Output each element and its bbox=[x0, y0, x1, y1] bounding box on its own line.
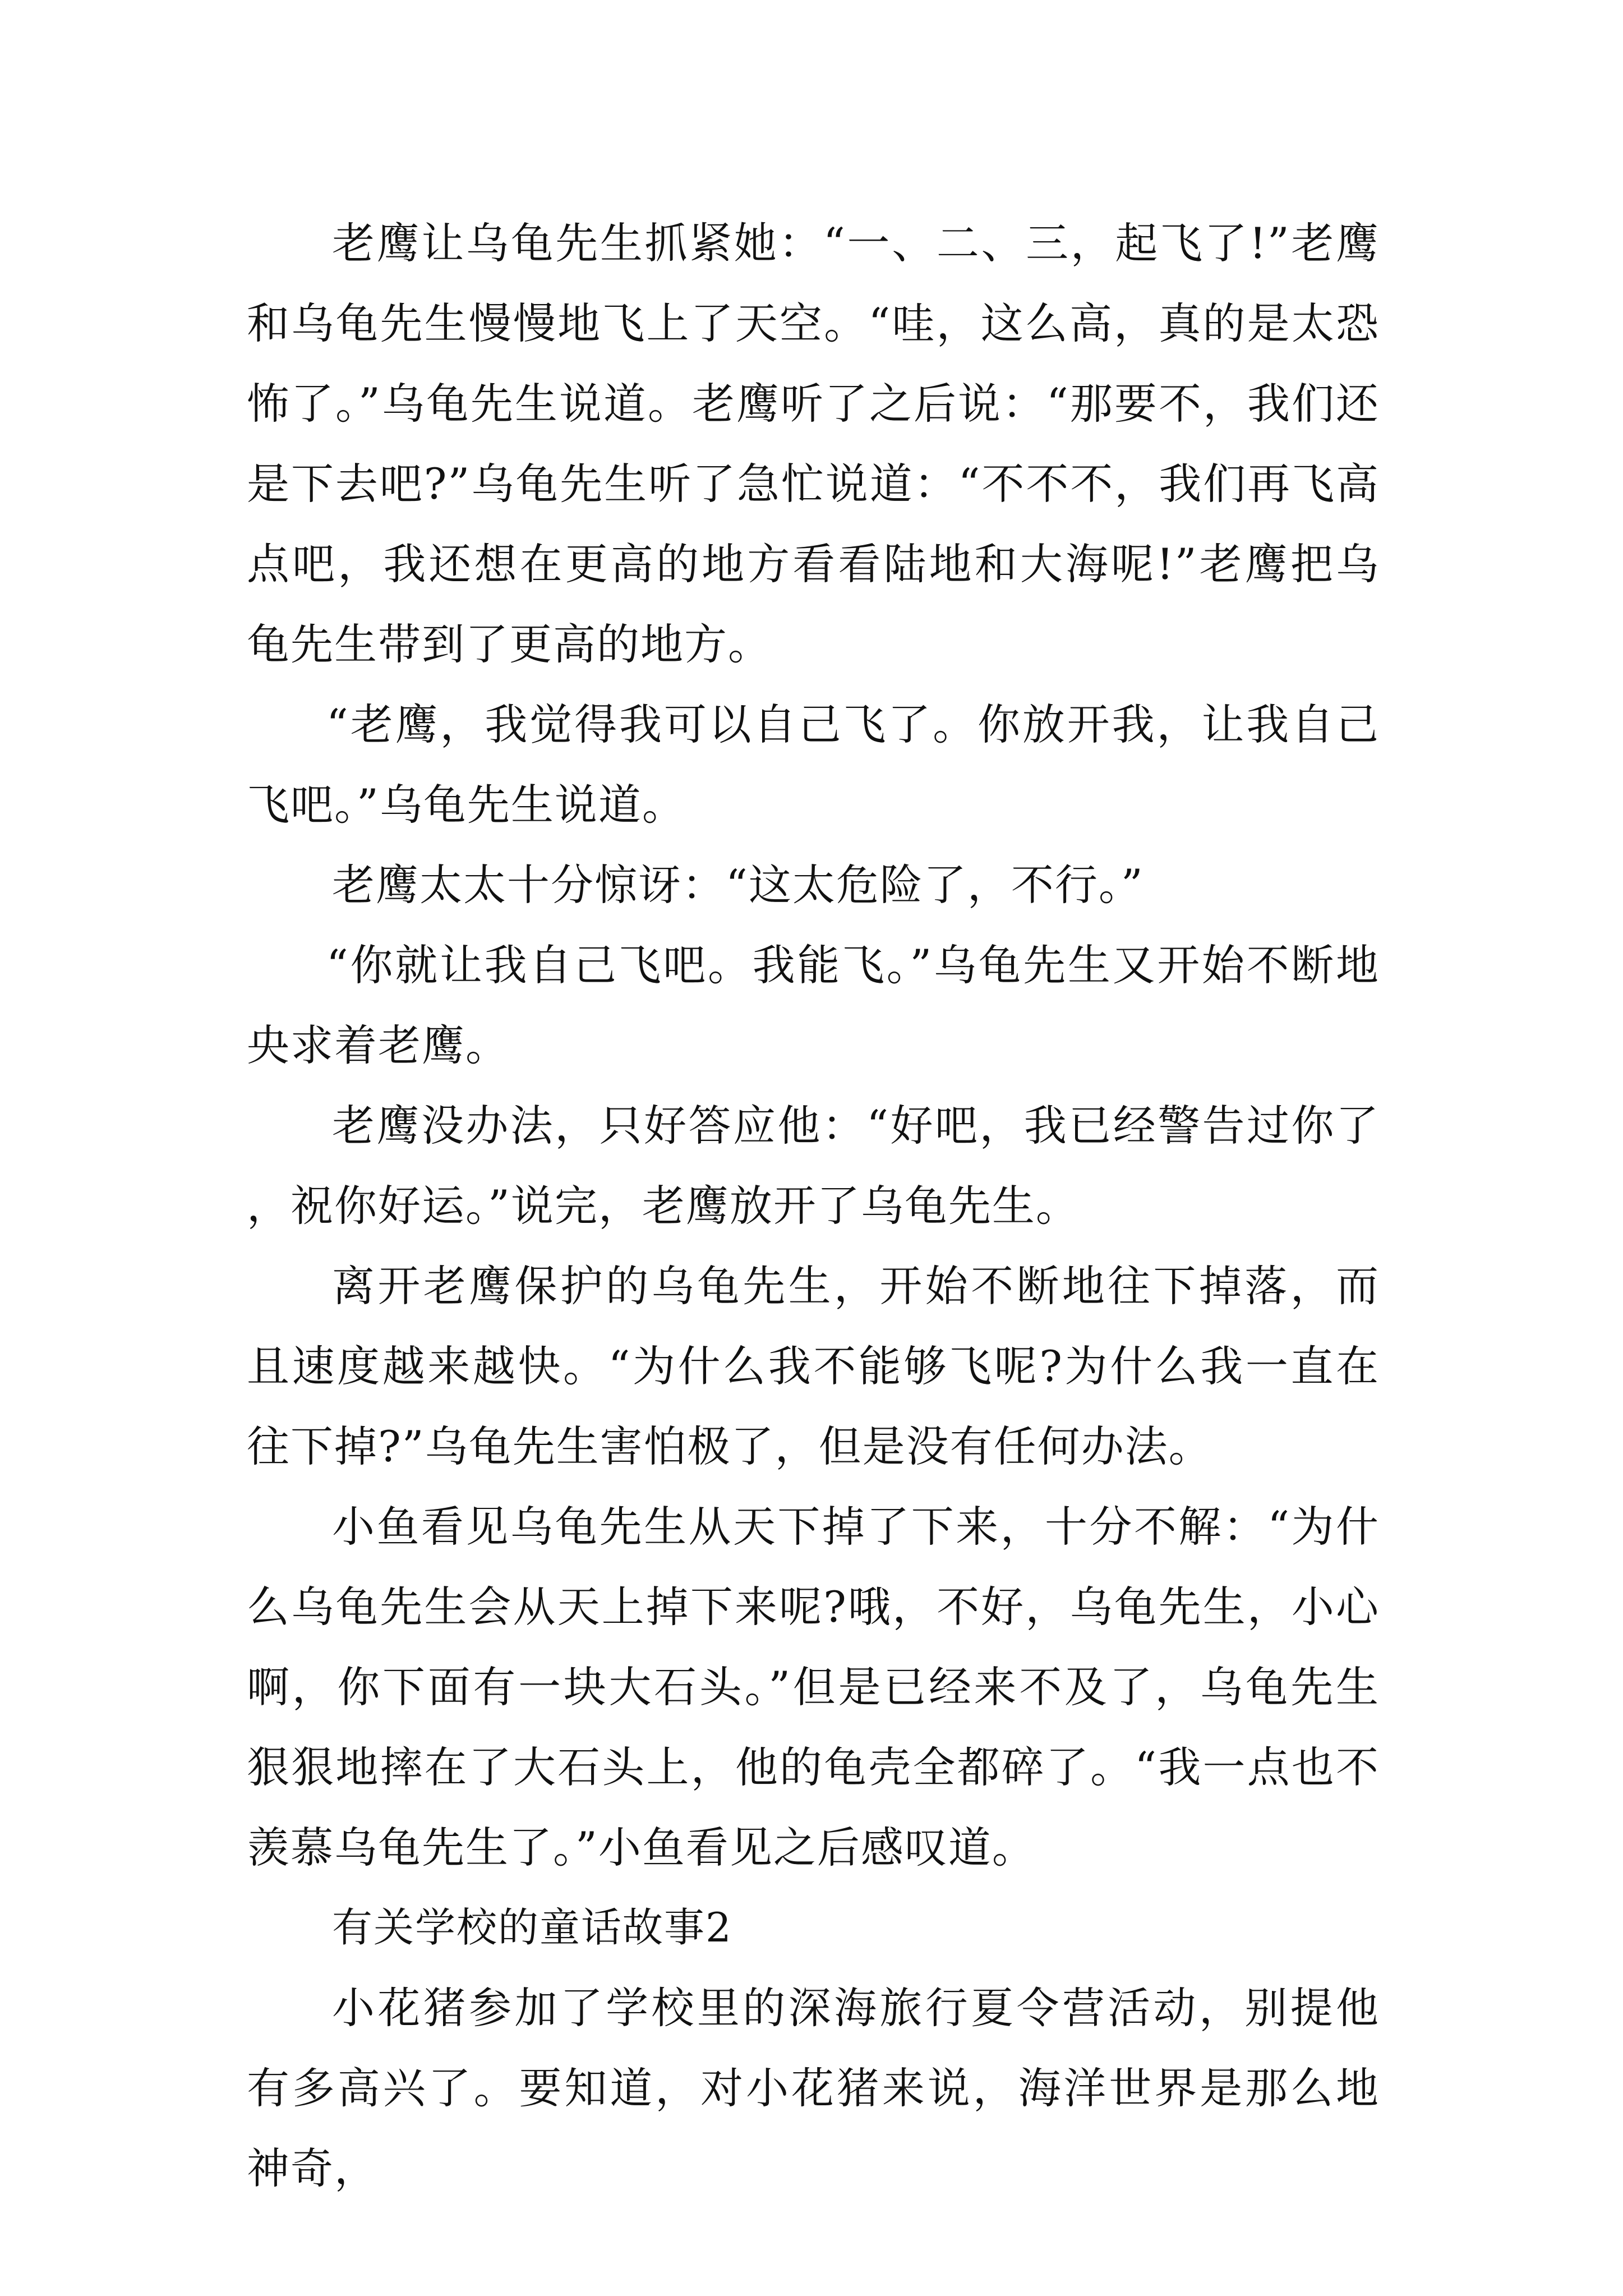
paragraph: “老鹰，我觉得我可以自己飞了。你放开我，让我自己飞吧。”乌龟先生说道。 bbox=[247, 700, 1380, 830]
document-body bbox=[247, 203, 1380, 2208]
section-title: 有关学校的童话故事2 bbox=[332, 1904, 732, 1951]
paragraph: 老鹰太太十分惊讶：“这太危险了，不行。” bbox=[332, 860, 1144, 910]
paragraph: 老鹰让乌龟先生抓紧她：“一、二、三，起飞了!”老鹰和乌龟先生慢慢地飞上了天空。“哇，这么高，真的是太恐怖了。”乌龟先生说道。老鹰听了之后说：“那要不，我们还是下去吧?”乌龟先生听了急忙说道：“不不不，我们再飞高点吧，我还想在更高的地方看看陆地和大海呢!”老鹰把乌龟先生带到了更高的地方。 bbox=[247, 218, 1380, 669]
paragraph: “你就让我自己飞吧。我能飞。”乌龟先生又开始不断地央求着老鹰。 bbox=[247, 940, 1380, 1070]
paragraph: 小花猪参加了学校里的深海旅行夏令营活动，别提他有多高兴了。要知道，对小花猪来说，海洋世界是那么地神奇， bbox=[247, 1983, 1380, 2193]
paragraph: 离开老鹰保护的乌龟先生，开始不断地往下掉落，而且速度越来越快。“为什么我不能够飞呢?为什么我一直在往下掉?”乌龟先生害怕极了，但是没有任何办法。 bbox=[247, 1261, 1380, 1471]
paragraph: 小鱼看见乌龟先生从天下掉了下来，十分不解：“为什么乌龟先生会从天上掉下来呢?哦，不好，乌龟先生，小心啊，你下面有一块大石头。”但是已经来不及了，乌龟先生狠狠地摔在了大石头上，他的龟壳全都碎了。“我一点也不羡慕乌龟先生了。”小鱼看见之后感叹道。 bbox=[247, 1502, 1380, 1872]
paragraph: 老鹰没办法，只好答应他：“好吧，我已经警告过你了，祝你好运。”说完，老鹰放开了乌龟先生。 bbox=[247, 1101, 1380, 1231]
